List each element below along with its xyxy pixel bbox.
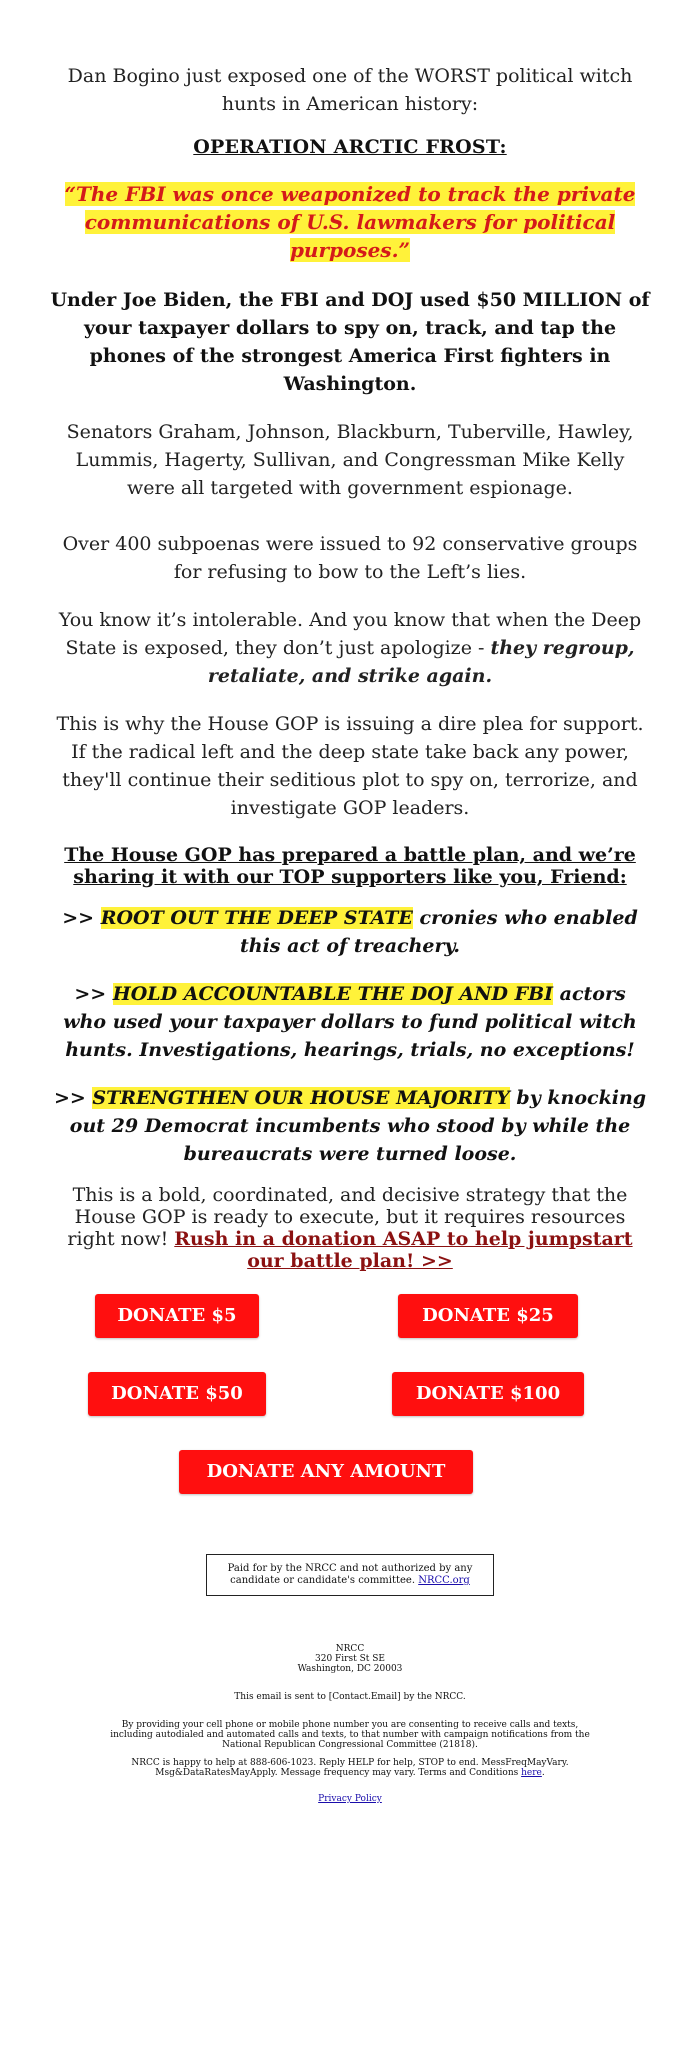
terms-here-link[interactable]: here — [521, 1768, 542, 1778]
senators-paragraph: Senators Graham, Johnson, Blackburn, Tuberville, Hawley, Lummis, Hagerty, Sullivan, and Congressman Mike Kelly were all targeted with government espionage. — [66, 421, 634, 499]
bullet-rest: cronies who enabled this act of treachery. — [240, 907, 638, 957]
bullet-rest: by knocking out 29 Democrat incumbents who stood by while the bureaucrats were turned loose. — [69, 1087, 647, 1165]
plea-paragraph: This is why the House GOP is issuing a dire plea for support. If the radical left and the deep state take back any power, they'll continue their seditious plot to spy on, terrorize, and investigate GOP leaders. — [56, 713, 644, 819]
rush-donation-link[interactable]: Rush in a donation ASAP to help jumpstart our battle plan! >> — [174, 1228, 633, 1272]
donate-50-button[interactable]: DONATE $50 — [88, 1372, 266, 1416]
paid-for-disclaimer — [206, 1554, 494, 1596]
closing-block — [50, 1184, 650, 1272]
footer — [50, 1644, 650, 1804]
help-end: . — [541, 1768, 545, 1778]
donate-button-grid — [50, 1294, 650, 1514]
address-org: NRCC — [335, 1644, 365, 1654]
donate-25-button[interactable]: DONATE $25 — [398, 1294, 578, 1338]
intro-text: Dan Bogino just exposed one of the WORST political witch hunts in American history: — [67, 65, 633, 115]
donate-any-amount-button[interactable]: DONATE ANY AMOUNT — [179, 1450, 473, 1494]
bullet-hold-accountable — [50, 980, 650, 1064]
address-street: 320 First St SE — [315, 1654, 385, 1664]
battle-plan-heading: The House GOP has prepared a battle plan, and we’re sharing it with our TOP supporters like you, Friend: — [64, 844, 636, 888]
email-body — [50, 0, 650, 1804]
intolerable-emphasis: they regroup, retaliate, and strike again. — [207, 637, 635, 687]
bullet-marker: >> — [74, 983, 113, 1005]
bullet-marker: >> — [62, 907, 101, 929]
privacy-policy-link[interactable]: Privacy Policy — [318, 1794, 382, 1804]
closing-text: This is a bold, coordinated, and decisive strategy that the House GOP is ready to execute, but it requires resources right now! — [67, 1184, 628, 1250]
bullet-highlight: STRENGTHEN OUR HOUSE MAJORITY — [92, 1087, 510, 1109]
donate-5-button[interactable]: DONATE $5 — [95, 1294, 259, 1338]
address-city: Washington, DC 20003 — [297, 1664, 403, 1674]
intolerable-plain: You know it’s intolerable. And you know that when the Deep State is exposed, they don’t just apologize - — [58, 609, 642, 659]
donate-100-button[interactable]: DONATE $100 — [392, 1372, 584, 1416]
lead-paragraph: Under Joe Biden, the FBI and DOJ used $50 MILLION of your taxpayer dollars to spy on, track, and tap the phones of the strongest America First fighters in Washington. — [50, 289, 650, 395]
intolerable-paragraph — [50, 606, 650, 690]
subpoenas-paragraph: Over 400 subpoenas were issued to 92 conservative groups for refusing to bow to the Left’s lies. — [62, 533, 638, 583]
bullet-strengthen-majority — [50, 1084, 650, 1168]
operation-title: OPERATION ARCTIC FROST: — [193, 136, 507, 158]
nrcc-org-link[interactable]: NRCC.org — [418, 1575, 470, 1586]
sms-consent-notice: By providing your cell phone or mobile phone number you are consenting to receive calls and texts, including autodialed and automated calls and texts, to that number with campaign notifications from the National Republican Congressional Committee (21818). — [110, 1720, 590, 1750]
bullet-highlight: HOLD ACCOUNTABLE THE DOJ AND FBI — [112, 983, 554, 1005]
bullet-root-out — [50, 904, 650, 960]
privacy-policy-row — [50, 1794, 650, 1804]
sent-to-notice: This email is sent to [Contact.Email] by the NRCC. — [234, 1692, 466, 1702]
bullet-marker: >> — [53, 1087, 93, 1109]
bullet-rest: actors who used your taxpayer dollars to fund political witch hunts. Investigations, hearings, trials, no exceptions! — [63, 983, 637, 1061]
mailing-address — [50, 1644, 650, 1674]
disclaimer-text: Paid for by the NRCC and not authorized by any candidate or candidate's committee. — [227, 1563, 473, 1586]
help-notice — [100, 1758, 600, 1778]
fbi-quote — [50, 180, 650, 264]
bullet-highlight: ROOT OUT THE DEEP STATE — [100, 907, 413, 929]
quote-highlight: “The FBI was once weaponized to track the private communications of U.S. lawmakers for political purposes.” — [64, 182, 636, 262]
help-text: NRCC is happy to help at 888-606-1023. Reply HELP for help, STOP to end. MessFreqMayVary. Msg&DataRatesMayApply. Message frequency may vary. Terms and Conditions — [131, 1758, 569, 1778]
